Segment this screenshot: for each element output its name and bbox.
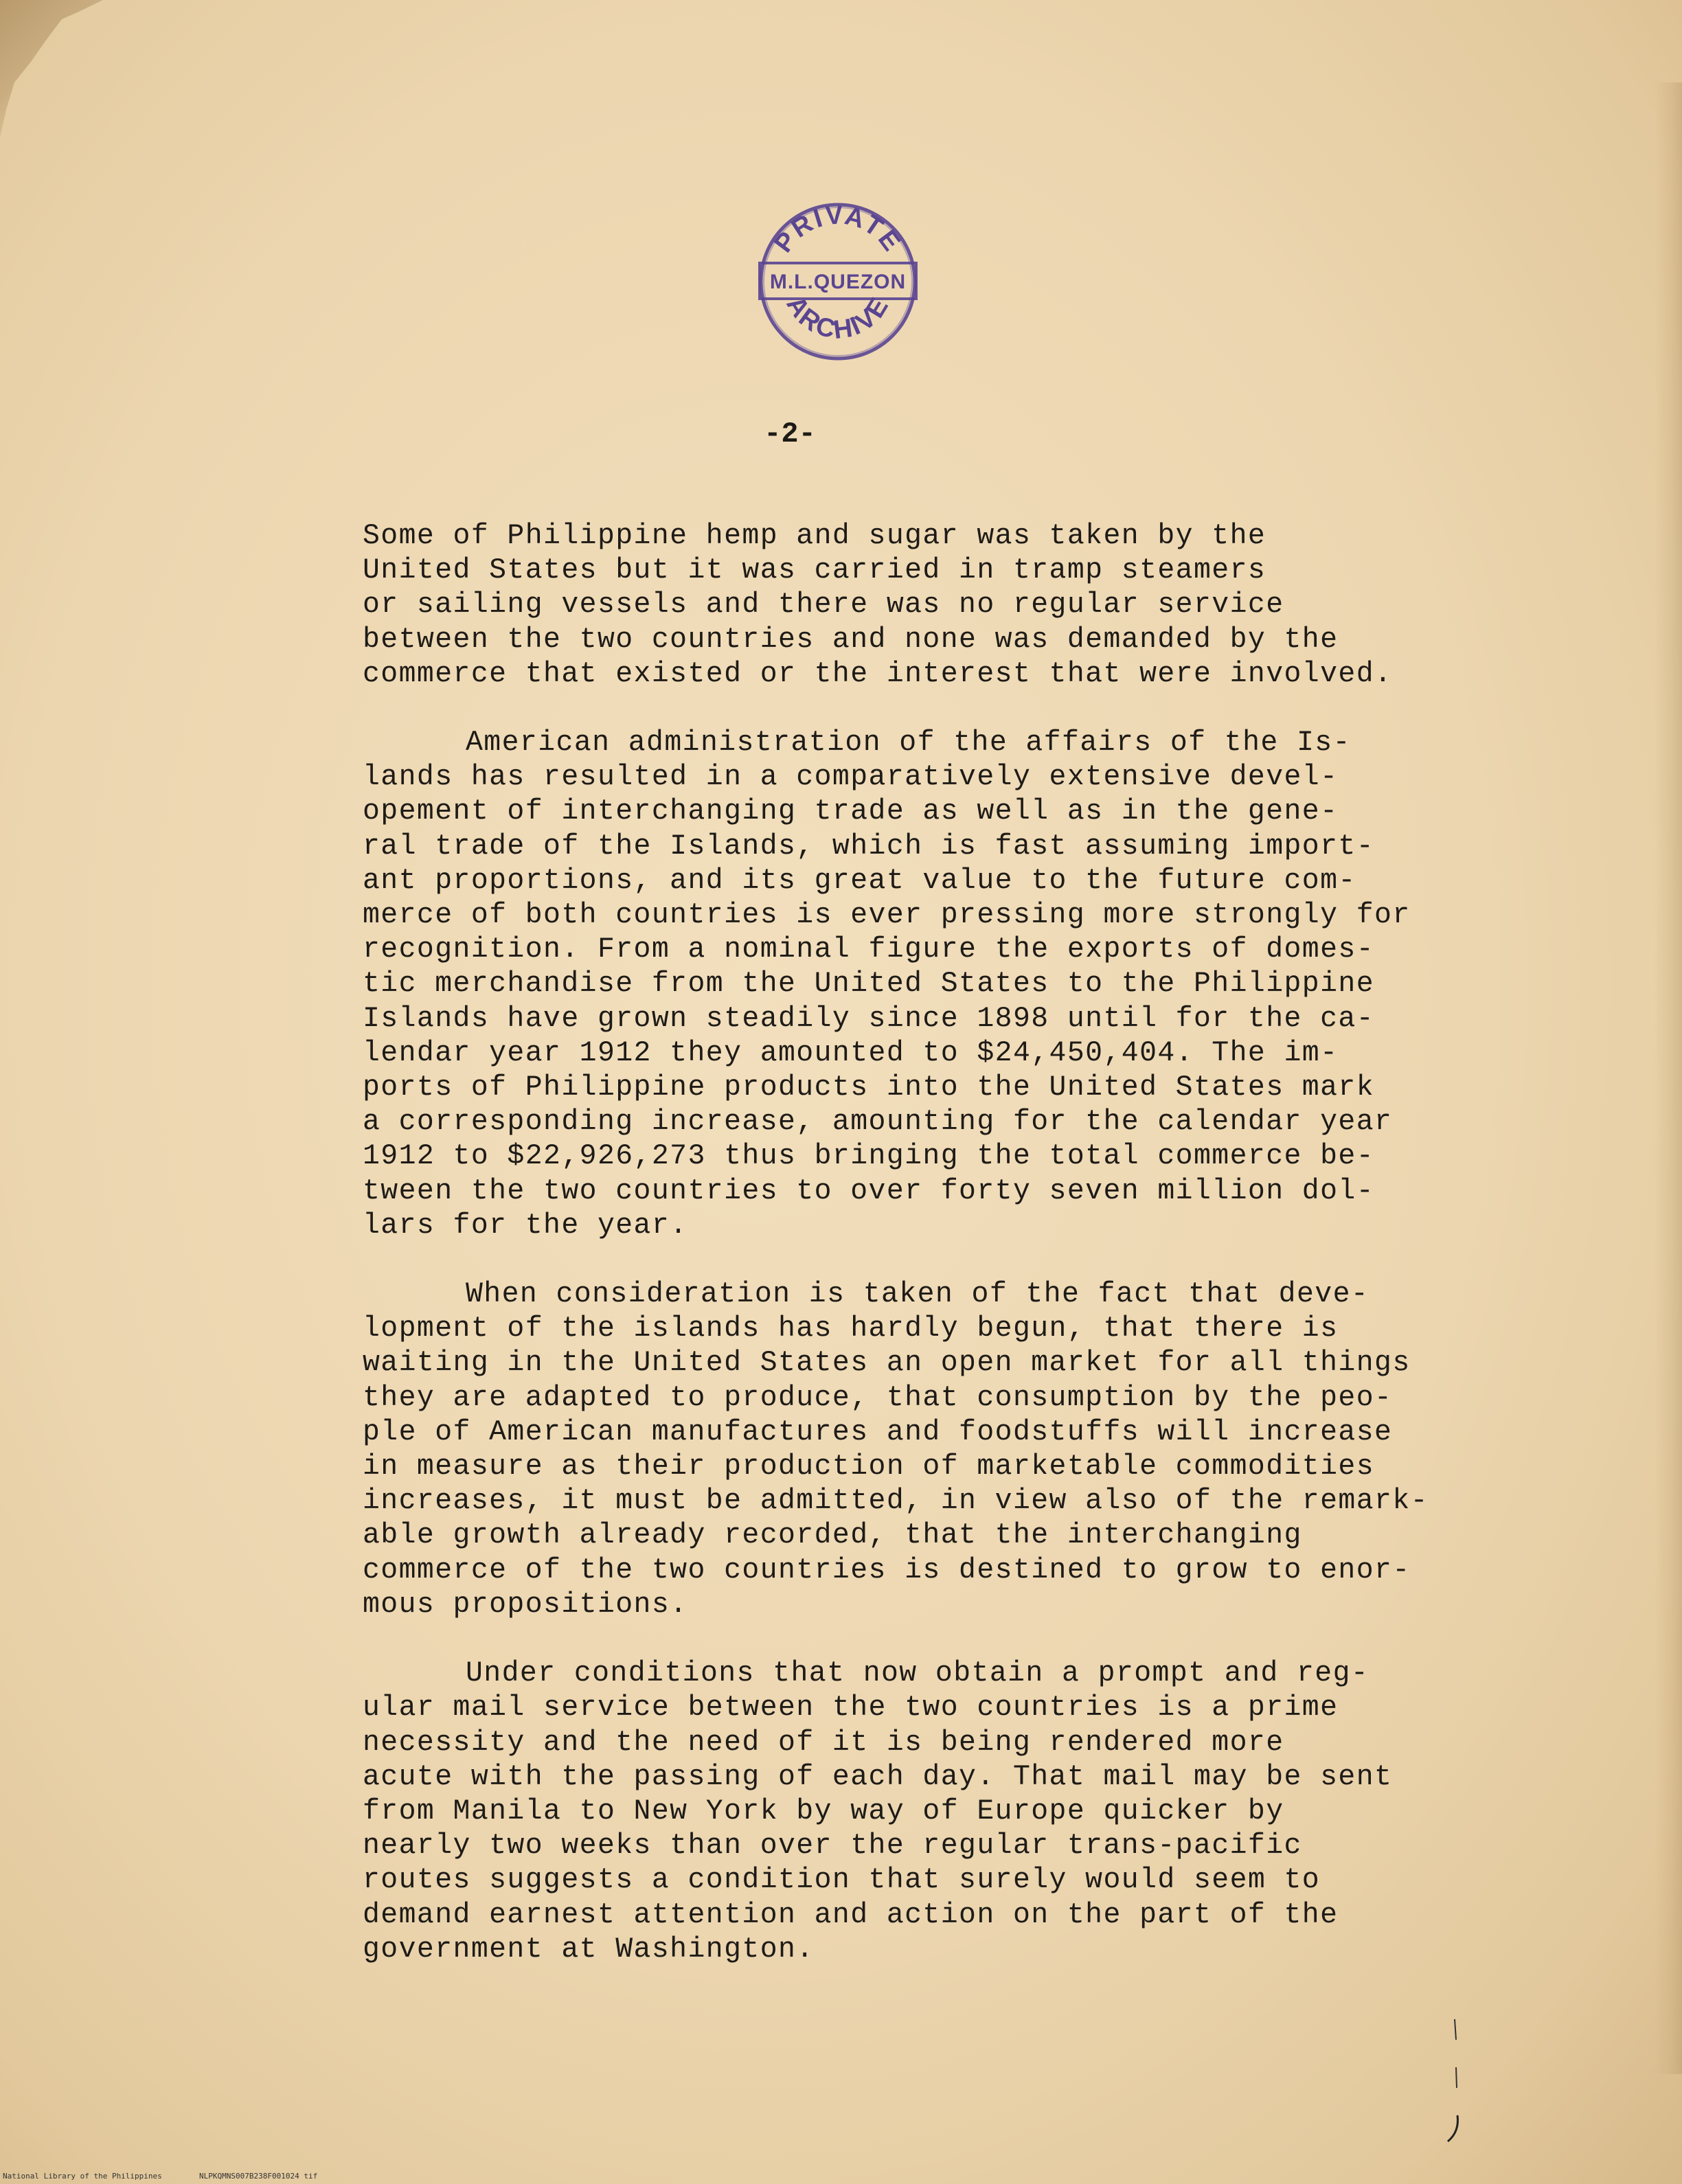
text-line: Some of Philippine hemp and sugar was taken by the <box>363 520 1266 552</box>
text-line: American administration of the affairs of the Is- <box>466 727 1351 760</box>
page-number: -2- <box>764 418 816 451</box>
text-line: they are adapted to produce, that consumption by the peo- <box>363 1381 1393 1414</box>
text-line: ple of American manufactures and foodstuffs will increase <box>363 1415 1393 1448</box>
letter-body <box>363 519 1558 2001</box>
text-line: able growth already recorded, that the interchanging <box>363 1519 1302 1552</box>
text-line: routes suggests a condition that surely would seem to <box>363 1864 1321 1897</box>
text-line: a corresponding increase, amounting for the calendar year <box>363 1106 1393 1139</box>
text-line: lars for the year. <box>363 1209 688 1242</box>
text-line: necessity and the need of it is being rendered more <box>363 1726 1284 1759</box>
torn-corner <box>0 0 103 137</box>
text-line: acute with the passing of each day. That mail may be sent <box>363 1760 1393 1793</box>
text-line: opement of interchanging trade as well as in the gene- <box>363 795 1339 828</box>
text-line: between the two countries and none was demanded by the <box>363 623 1339 656</box>
text-line: ant proportions, and its great value to the future com- <box>363 864 1356 897</box>
text-line: United States but it was carried in tramp steamers <box>363 554 1266 587</box>
text-line: When consideration is taken of the fact that deve- <box>466 1278 1370 1311</box>
pencil-mark <box>1435 2012 1463 2150</box>
text-line: in measure as their production of marketable commodities <box>363 1451 1375 1483</box>
paper-edge-shadow <box>1655 82 1682 2074</box>
text-line: merce of both countries is ever pressing more strongly for <box>363 899 1411 932</box>
text-line: lendar year 1912 they amounted to $24,450,404. The im- <box>363 1036 1339 1069</box>
text-line: ular mail service between the two countries is a prime <box>363 1692 1339 1725</box>
text-line: commerce of the two countries is destined to grow to enor- <box>363 1554 1411 1586</box>
stamp-name: M.L.QUEZON <box>769 271 907 293</box>
text-line: or sailing vessels and there was no regular service <box>363 589 1284 622</box>
text-line: tween the two countries to over forty seven million dol- <box>363 1174 1375 1207</box>
text-line: mous propositions. <box>363 1588 688 1621</box>
text-line: Islands have grown steadily since 1898 until for the ca- <box>363 1002 1375 1035</box>
paragraph <box>363 1657 1558 1967</box>
paragraph <box>363 726 1558 1243</box>
text-line: ral trade of the Islands, which is fast assuming import- <box>363 830 1375 863</box>
archive-stamp <box>755 199 920 364</box>
text-line: tic merchandise from the United States to the Philippine <box>363 968 1375 1001</box>
text-line: recognition. From a nominal figure the exports of domes- <box>363 933 1375 966</box>
text-line: increases, it must be admitted, in view also of the remark- <box>363 1485 1429 1518</box>
text-line: nearly two weeks than over the regular trans-pacific <box>363 1830 1302 1863</box>
text-line: government at Washington. <box>363 1933 815 1966</box>
text-line: 1912 to $22,926,273 thus bringing the total commerce be- <box>363 1140 1375 1173</box>
stamp-top-text: PRIVATE <box>769 201 907 258</box>
text-line: waiting in the United States an open market for all things <box>363 1347 1411 1380</box>
paragraph <box>363 1277 1558 1622</box>
text-line: Under conditions that now obtain a prompt and reg- <box>466 1657 1370 1690</box>
text-line: lands has resulted in a comparatively extensive devel- <box>363 761 1339 794</box>
text-line: demand earnest attention and action on the part of the <box>363 1898 1339 1931</box>
text-line: commerce that existed or the interest that were involved. <box>363 657 1393 690</box>
text-line: from Manila to New York by way of Europe quicker by <box>363 1795 1284 1828</box>
paragraph <box>363 519 1558 692</box>
footer-library: National Library of the Philippines <box>3 2172 162 2181</box>
footer-file-id: NLPKQMNS007B238F001024 tif <box>199 2172 318 2181</box>
text-line: lopment of the islands has hardly begun, that there is <box>363 1312 1339 1345</box>
text-line: ports of Philippine products into the United States mark <box>363 1071 1375 1104</box>
stamp-bottom-text: ARCHIVE <box>780 291 896 345</box>
